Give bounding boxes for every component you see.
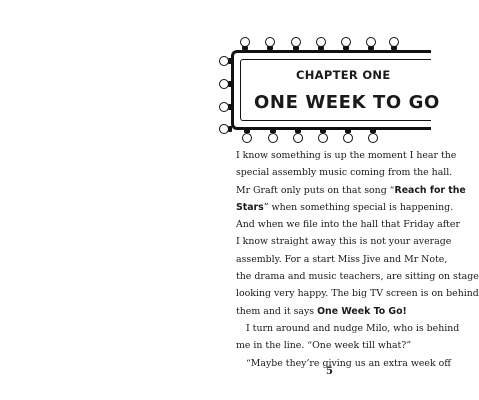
chapter-label: CHAPTER ONE (296, 68, 391, 82)
light-bulb-icon (290, 37, 302, 51)
text-line: I turn around and nudge Milo, who is behind (246, 322, 460, 334)
light-bulb-icon (219, 78, 233, 90)
light-bulb-icon (219, 123, 233, 135)
text-line: I know something is up the moment I hear the (236, 150, 457, 161)
text-line: And when we file into the hall that Friday after (236, 219, 460, 231)
text-line: special assembly music coming from the hall. (236, 167, 453, 179)
light-bulb-icon (340, 37, 352, 51)
text-line: me in the line. “One week till what?” (236, 340, 412, 352)
chapter-banner (231, 50, 431, 130)
text-line: assembly. For a start Miss Jive and Mr Note, (236, 253, 448, 265)
body-text (236, 147, 479, 372)
light-bulb-icon (219, 101, 233, 113)
text-line: I know straight away this is not your average (236, 236, 452, 248)
text-line: Mr Graft only puts on that song “Reach for the (236, 184, 466, 196)
light-bulb-icon (241, 129, 253, 143)
light-bulb-icon (264, 37, 276, 51)
light-bulb-icon (367, 129, 379, 143)
light-bulb-icon (219, 55, 233, 67)
text-line: them and it says One Week To Go! (236, 305, 407, 317)
light-bulb-icon (267, 129, 279, 143)
light-bulb-icon (317, 129, 329, 143)
light-bulb-icon (239, 37, 251, 51)
screen-text: One Week To Go! (317, 305, 407, 317)
text-line: the drama and music teachers, are sitting on stage (236, 271, 479, 283)
text-line: “Maybe they’re giving us an extra week off (246, 357, 451, 369)
text-line: Stars” when something special is happening. (236, 201, 454, 213)
light-bulb-icon (342, 129, 354, 143)
light-bulb-icon (365, 37, 377, 51)
text-line: looking very happy. The big TV screen is on behind (236, 288, 479, 300)
page-number: 5 (326, 366, 333, 377)
chapter-title: ONE WEEK TO GO (254, 92, 440, 113)
song-title: Reach for the (394, 184, 466, 196)
light-bulb-icon (315, 37, 327, 51)
light-bulb-icon (388, 37, 400, 51)
light-bulb-icon (292, 129, 304, 143)
song-title: Stars (236, 201, 264, 213)
